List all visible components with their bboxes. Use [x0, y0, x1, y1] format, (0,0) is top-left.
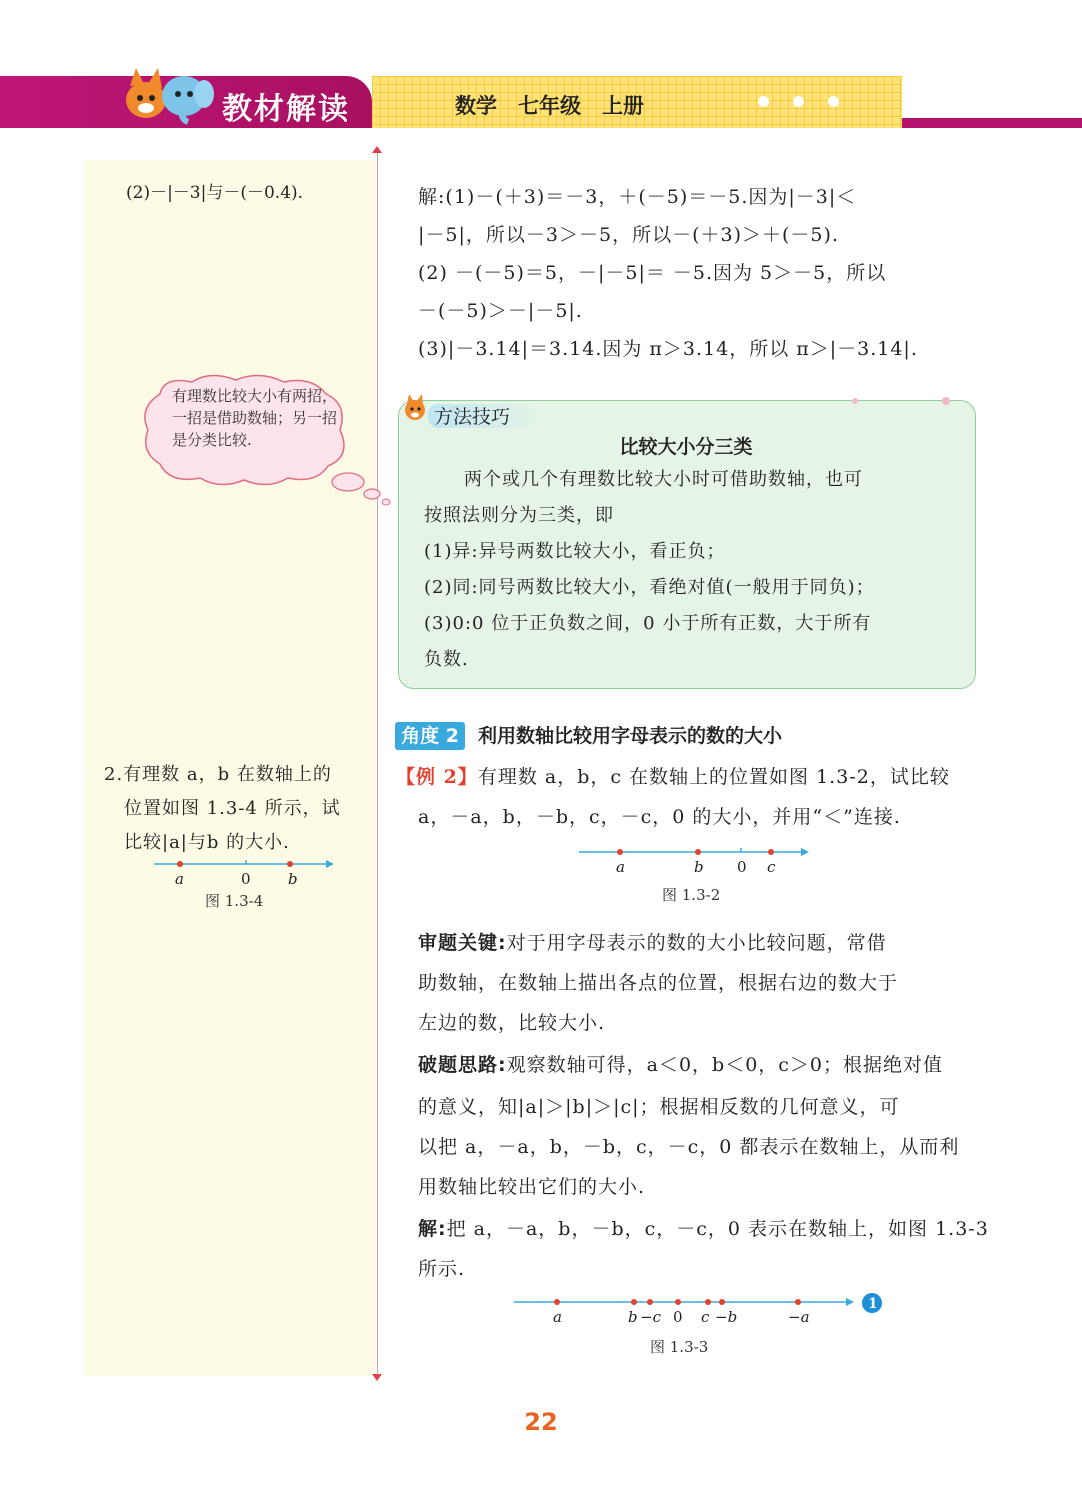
axis-label-a: a [616, 858, 625, 876]
header-subtitle: 数学 七年级 上册 [455, 94, 644, 118]
thought-bubble-text: 有理数比较大小有两招，一招是借助数轴；另一招是分类比较. [172, 387, 338, 449]
figure-caption-1-3-4: 图 1.3-4 [205, 892, 264, 910]
divider-arrow-down-icon [372, 1374, 382, 1381]
sol-line-1 [418, 1210, 989, 1248]
solution-line-3: (2) －(－5)＝5，－|－5|＝ －5.因为 5＞－5，所以 [418, 262, 887, 284]
axis-label-c: c [767, 858, 776, 876]
angle-tag: 角度 2 [395, 722, 465, 750]
column-divider [377, 150, 378, 1376]
axis-label-c: c [701, 1308, 710, 1326]
method-tip-body [424, 462, 968, 678]
tip-line-4: (2)同:同号两数比较大小，看绝对值(一般用于同负)； [424, 577, 875, 598]
solution-line-1: 解:(1)－(＋3)＝－3，＋(－5)＝－5.因为|－3|＜ [418, 186, 857, 208]
figure-caption-1-3-3: 图 1.3-3 [650, 1338, 709, 1356]
solution-line-2: |－5|，所以－3＞－5，所以－(＋3)＞＋(－5). [418, 224, 839, 246]
idea-label: 破题思路: [418, 1054, 507, 1076]
figure-caption-1-3-2: 图 1.3-2 [662, 886, 721, 904]
tip-line-1: 两个或几个有理数比较大小时可借助数轴，也可 [464, 469, 863, 490]
method-tip-label: 方法技巧 [434, 406, 511, 428]
axis-label-zero: 0 [737, 858, 747, 876]
sidebar-exercise2-line3: 比较|a|与b 的大小. [124, 832, 290, 853]
axis-label-b: b [288, 870, 298, 888]
sidebar-exercise-part2: (2)－|－3|与－(－0.4). [126, 183, 304, 203]
idea-text-1: 观察数轴可得，a＜0，b＜0，c＞0；根据绝对值 [506, 1054, 944, 1076]
number-line-1-3-2 [575, 842, 815, 878]
sol-label: 解: [418, 1218, 447, 1240]
tip-line-5: (3)0:0 位于正负数之间，0 小于所有正数，大于所有 [424, 613, 872, 634]
idea-line-3: 以把 a，－a，b，－b，c，－c，0 都表示在数轴上，从而利 [418, 1136, 960, 1158]
axis-label-a: a [175, 870, 184, 888]
method-tip-title: 比较大小分三类 [619, 436, 753, 458]
key-line-3: 左边的数，比较大小. [418, 1012, 606, 1034]
axis-label-zero: 0 [673, 1308, 683, 1326]
solution-line-5: (3)|－3.14|＝3.14.因为 π＞3.14，所以 π＞|－3.14|. [418, 338, 918, 360]
example2-line2: a，－a，b，－b，c，－c，0 的大小，并用“＜”连接. [418, 806, 901, 828]
tip-line-3: (1)异:异号两数比较大小，看正负； [424, 541, 726, 562]
page-number: 22 [524, 1408, 558, 1436]
tip-decoration [850, 395, 960, 407]
axis-label-b: b [694, 858, 704, 876]
idea-line-2: 的意义，知|a|＞|b|＞|c|；根据相反数的几何意义，可 [418, 1096, 900, 1118]
idea-line-1 [418, 1046, 943, 1084]
sidebar-exercise2-line1: 2.有理数 a，b 在数轴上的 [104, 764, 332, 785]
axis-label-neg-a: −a [788, 1308, 810, 1326]
marker-number: 1 [868, 1296, 878, 1312]
tip-line-2: 按照法则分为三类，即 [424, 505, 614, 526]
solution-line-4: －(－5)＞－|－5|. [418, 300, 583, 322]
divider-arrow-up-icon [372, 146, 382, 153]
angle-title: 利用数轴比较用字母表示的数的大小 [478, 725, 783, 747]
key-label: 审题关键: [418, 932, 507, 954]
idea-line-4: 用数轴比较出它们的大小. [418, 1176, 646, 1198]
example2-line1 [396, 758, 950, 796]
tip-line-6: 负数. [424, 649, 469, 670]
axis-label-neg-c: −c [640, 1308, 661, 1326]
axis-label-zero: 0 [241, 870, 251, 888]
sol-line-2: 所示. [418, 1258, 466, 1280]
number-line-1-3-4 [150, 852, 340, 888]
sol-text-1: 把 a，－a，b，－b，c，－c，0 表示在数轴上，如图 1.3-3 [446, 1218, 989, 1240]
key-line-2: 助数轴，在数轴上描出各点的位置，根据右边的数大于 [418, 972, 899, 994]
axis-label-b: b [628, 1308, 638, 1326]
axis-label-a: a [553, 1308, 562, 1326]
key-text-1: 对于用字母表示的数的大小比较问题，常借 [506, 932, 887, 954]
key-line-1 [418, 924, 887, 962]
header-dots [758, 92, 863, 111]
fox-mascot-icon [398, 392, 432, 426]
mascot-icon [118, 66, 214, 126]
example2-text-1: 有理数 a，b，c 在数轴上的位置如图 1.3-2，试比较 [477, 766, 950, 788]
number-line-1-3-3 [510, 1292, 890, 1328]
header-section-title: 教材解读 [222, 92, 350, 127]
sidebar-exercise2-line2: 位置如图 1.3-4 所示，试 [124, 798, 341, 819]
axis-label-neg-b: −b [715, 1308, 738, 1326]
example2-tag: 【例 2】 [396, 766, 478, 788]
